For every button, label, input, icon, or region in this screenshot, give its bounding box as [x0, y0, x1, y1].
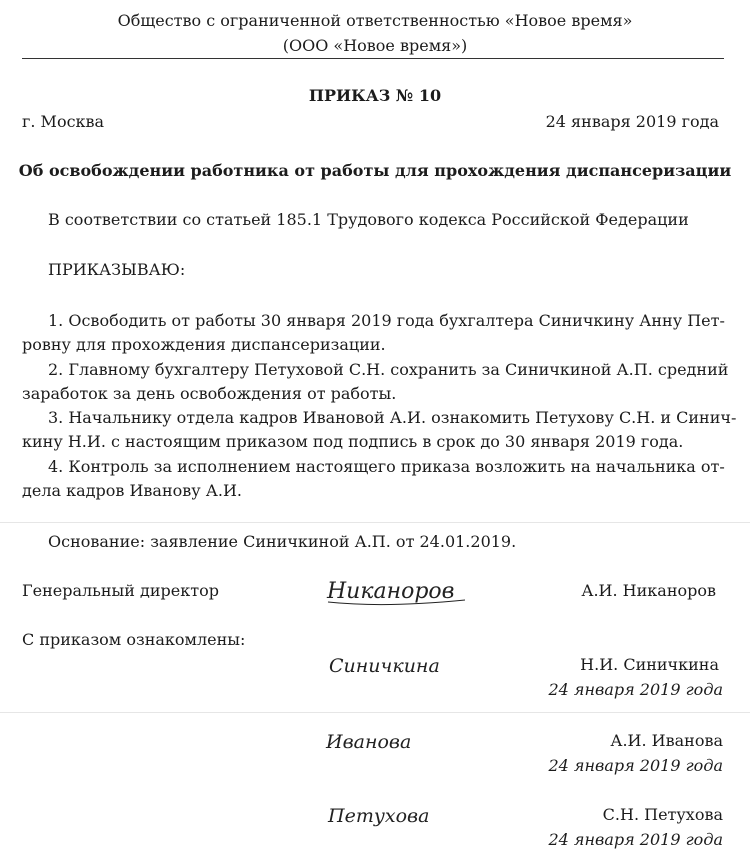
- ack-date: 24 января 2019 года: [548, 756, 723, 775]
- ack-name: Н.И. Синичкина: [580, 655, 719, 674]
- ack-signature-text: Иванова: [326, 731, 412, 753]
- order-item-line: ровну для прохождения диспансеризации.: [22, 335, 386, 354]
- director-signature: [325, 572, 475, 612]
- fold-line: [0, 712, 750, 713]
- director-title: Генеральный директор: [22, 581, 219, 600]
- fold-line: [0, 522, 750, 523]
- order-date: 24 января 2019 года: [545, 112, 719, 131]
- director-name: А.И. Никаноров: [581, 581, 716, 600]
- ack-date: 24 января 2019 года: [548, 830, 723, 849]
- order-item-line: 3. Начальнику отдела кадров Ивановой А.И. ознакомить Петухову С.Н. и Синич-: [48, 408, 737, 427]
- ack-signature-text: Петухова: [328, 805, 430, 827]
- order-word: ПРИКАЗЫВАЮ:: [48, 260, 186, 279]
- order-item-line: 1. Освободить от работы 30 января 2019 года бухгалтера Синичкину Анну Пет-: [48, 311, 725, 330]
- ack-signature-text: Синичкина: [329, 655, 440, 677]
- order-item-line: кину Н.И. с настоящим приказом под подпись в срок до 30 января 2019 года.: [22, 432, 684, 451]
- order-item-line: 2. Главному бухгалтеру Петуховой С.Н. сохранить за Синичкиной А.П. средний: [48, 360, 729, 379]
- order-grounds: Основание: заявление Синичкиной А.П. от 24.01.2019.: [48, 532, 517, 551]
- order-item-line: 4. Контроль за исполнением настоящего приказа возложить на начальника от-: [48, 457, 725, 476]
- org-full-name: Общество с ограниченной ответственностью «Новое время»: [117, 11, 633, 30]
- ack-name: С.Н. Петухова: [602, 805, 723, 824]
- ack-signature: [327, 648, 467, 682]
- order-item-line: дела кадров Иванову А.И.: [22, 481, 243, 500]
- ack-name: А.И. Иванова: [610, 731, 723, 750]
- director-signature-text: Никаноров: [327, 579, 455, 604]
- order-city: г. Москва: [22, 112, 105, 131]
- order-title: ПРИКАЗ № 10: [308, 86, 442, 105]
- acknowledged-label: С приказом ознакомлены:: [22, 630, 246, 649]
- ack-signature: [326, 798, 466, 832]
- header-divider: [22, 58, 724, 59]
- ack-date: 24 января 2019 года: [548, 680, 723, 699]
- order-subject: Об освобождении работника от работы для прохождения диспансеризации: [18, 161, 732, 180]
- org-short-name: (ООО «Новое время»): [282, 36, 468, 55]
- order-legal-basis: В соответствии со статьей 185.1 Трудового кодекса Российской Федерации: [48, 210, 689, 229]
- ack-signature: [324, 724, 464, 758]
- order-item-line: заработок за день освобождения от работы.: [22, 384, 397, 403]
